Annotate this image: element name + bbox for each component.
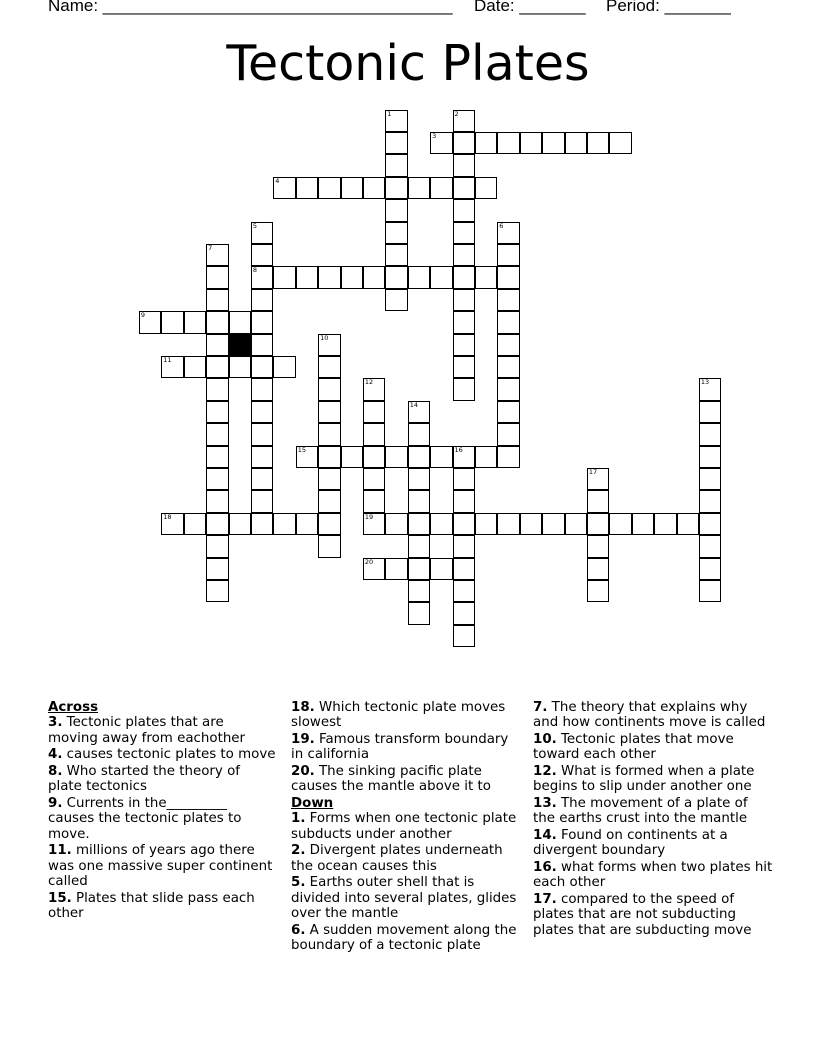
grid-cell[interactable]: [587, 513, 610, 536]
grid-cell[interactable]: [408, 513, 431, 536]
grid-cell[interactable]: [385, 154, 408, 177]
grid-cell[interactable]: [206, 558, 229, 581]
clue-item-text: Forms when one tectonic plate subducts under another: [291, 811, 517, 842]
grid-cell[interactable]: [363, 446, 386, 469]
grid-cell[interactable]: [497, 378, 520, 401]
grid-cell[interactable]: [699, 401, 722, 424]
grid-cell[interactable]: [453, 311, 476, 334]
grid-cell[interactable]: [453, 356, 476, 379]
clue-number: 11: [163, 355, 172, 364]
clue-number: 1: [387, 109, 392, 118]
grid-cell[interactable]: [453, 468, 476, 491]
grid-cell[interactable]: [206, 423, 229, 446]
grid-cell[interactable]: [408, 490, 431, 513]
clue-item: [533, 796, 773, 827]
clue-item-number: 2.: [291, 843, 306, 859]
grid-cell[interactable]: [363, 177, 386, 200]
grid-cell[interactable]: [453, 446, 476, 469]
grid-cell[interactable]: [251, 423, 274, 446]
grid-cell[interactable]: [251, 468, 274, 491]
grid-cell[interactable]: [587, 468, 610, 491]
grid-cell[interactable]: [206, 289, 229, 312]
clue-item: [533, 892, 773, 938]
grid-cell[interactable]: [542, 132, 565, 155]
grid-cell[interactable]: [565, 132, 588, 155]
grid-cell[interactable]: [587, 535, 610, 558]
grid-cell[interactable]: [139, 311, 162, 334]
clue-item-text: Who started the theory of plate tectonics: [48, 763, 241, 795]
across-heading: Across: [48, 700, 99, 715]
grid-cell[interactable]: [587, 558, 610, 581]
grid-cell[interactable]: [453, 513, 476, 536]
clue-item-text: Found on continents at a divergent boundary: [533, 827, 728, 859]
grid-cell[interactable]: [251, 446, 274, 469]
clue-item-number: 20.: [291, 763, 315, 779]
grid-cell[interactable]: [206, 356, 229, 379]
clue-number: 20: [364, 557, 374, 566]
period-field-label: Period: _______: [606, 0, 731, 15]
grid-cell[interactable]: [206, 311, 229, 334]
clue-number: 15: [297, 445, 306, 454]
clue-item-number: 5.: [291, 875, 306, 891]
clue-item-number: 6.: [291, 922, 306, 938]
clue-item: [533, 860, 773, 891]
grid-cell[interactable]: [497, 446, 520, 469]
grid-cell[interactable]: [408, 423, 431, 446]
clue-number: 14: [409, 400, 418, 409]
grid-cell[interactable]: [609, 513, 632, 536]
block-cell: [229, 334, 252, 357]
grid-cell[interactable]: [206, 266, 229, 289]
grid-cell[interactable]: [408, 401, 431, 424]
grid-cell[interactable]: [408, 580, 431, 603]
grid-cell[interactable]: [453, 177, 476, 200]
grid-cell[interactable]: [453, 334, 476, 357]
grid-cell[interactable]: [385, 110, 408, 133]
grid-cell[interactable]: [699, 558, 722, 581]
grid-cell[interactable]: [453, 490, 476, 513]
grid-cell[interactable]: [408, 558, 431, 581]
clue-item-number: 8.: [48, 763, 63, 779]
across-clue-list: [48, 715, 276, 921]
grid-cell[interactable]: [385, 244, 408, 267]
grid-cell[interactable]: [363, 423, 386, 446]
grid-cell[interactable]: [251, 266, 274, 289]
grid-cell[interactable]: [161, 311, 184, 334]
grid-cell[interactable]: [632, 513, 655, 536]
clue-item-text: Currents in the_________ causes the tectonic plates to move.: [48, 795, 242, 842]
grid-cell[interactable]: [363, 468, 386, 491]
grid-cell[interactable]: [385, 177, 408, 200]
grid-cell[interactable]: [184, 513, 207, 536]
grid-cell[interactable]: [318, 266, 341, 289]
clue-item-text: What is formed when a plate begins to slip under another one: [533, 763, 755, 795]
grid-cell[interactable]: [565, 513, 588, 536]
grid-cell[interactable]: [296, 513, 319, 536]
grid-cell[interactable]: [475, 266, 498, 289]
grid-cell[interactable]: [453, 266, 476, 289]
clue-item: [291, 843, 523, 874]
grid-cell[interactable]: [318, 334, 341, 357]
grid-cell[interactable]: [341, 266, 364, 289]
clue-item: [291, 875, 523, 921]
grid-cell[interactable]: [542, 513, 565, 536]
grid-cell[interactable]: [497, 289, 520, 312]
grid-cell[interactable]: [251, 222, 274, 245]
grid-cell[interactable]: [430, 266, 453, 289]
grid-cell[interactable]: [699, 490, 722, 513]
clue-item: [48, 747, 276, 762]
clue-item-text: Tectonic plates that move toward each other: [533, 731, 734, 763]
grid-cell[interactable]: [318, 468, 341, 491]
clue-item: [48, 764, 276, 795]
down-heading: Down: [291, 795, 334, 811]
clue-item-number: 14.: [533, 827, 557, 843]
grid-cell[interactable]: [206, 580, 229, 603]
grid-cell[interactable]: [341, 446, 364, 469]
grid-cell[interactable]: [408, 468, 431, 491]
page-title: Tectonic Plates: [226, 35, 590, 92]
grid-cell[interactable]: [206, 513, 229, 536]
grid-cell[interactable]: [318, 401, 341, 424]
grid-cell[interactable]: [206, 334, 229, 357]
clue-item-text: millions of years ago there was one massive super continent called: [48, 843, 273, 889]
name-field-label: Name: _____________________________________: [48, 0, 453, 15]
clue-item-number: 12.: [533, 763, 557, 779]
grid-cell[interactable]: [251, 311, 274, 334]
clue-number: 13: [700, 378, 710, 387]
grid-cell[interactable]: [453, 132, 476, 155]
grid-cell[interactable]: [318, 513, 341, 536]
grid-cell[interactable]: [497, 311, 520, 334]
clue-number: 9: [140, 311, 146, 320]
grid-cell[interactable]: [273, 513, 296, 536]
grid-cell[interactable]: [475, 132, 498, 155]
clue-item: [291, 923, 523, 954]
clue-item-number: 9.: [48, 795, 63, 811]
grid-cell[interactable]: [385, 132, 408, 155]
clue-item-text: Tectonic plates that are moving away from eachother: [48, 715, 246, 746]
clue-item-number: 19.: [291, 731, 315, 747]
grid-cell[interactable]: [251, 513, 274, 536]
clue-item: [48, 891, 276, 922]
clue-item: [291, 700, 523, 731]
clue-number: 2: [454, 109, 459, 118]
grid-cell[interactable]: [453, 535, 476, 558]
grid-cell[interactable]: [430, 558, 453, 581]
clue-item-number: 15.: [48, 890, 72, 906]
grid-cell[interactable]: [453, 222, 476, 245]
grid-cell[interactable]: [184, 311, 207, 334]
grid-cell[interactable]: [206, 468, 229, 491]
grid-cell[interactable]: [699, 378, 722, 401]
grid-cell[interactable]: [699, 535, 722, 558]
clue-number: 7: [208, 243, 213, 252]
grid-cell[interactable]: [251, 356, 274, 379]
grid-cell[interactable]: [363, 266, 386, 289]
grid-cell[interactable]: [497, 513, 520, 536]
grid-cell[interactable]: [385, 199, 408, 222]
grid-cell[interactable]: [408, 177, 431, 200]
grid-cell[interactable]: [430, 446, 453, 469]
clue-number: 4: [275, 176, 280, 185]
grid-cell[interactable]: [273, 356, 296, 379]
clue-item-number: 17.: [533, 891, 557, 907]
grid-cell[interactable]: [497, 132, 520, 155]
down-clue-list-continued: [533, 700, 773, 938]
grid-cell[interactable]: [699, 468, 722, 491]
grid-cell[interactable]: [497, 356, 520, 379]
grid-cell[interactable]: [251, 401, 274, 424]
grid-cell[interactable]: [453, 378, 476, 401]
grid-cell[interactable]: [520, 132, 543, 155]
grid-cell[interactable]: [385, 289, 408, 312]
grid-cell[interactable]: [587, 580, 610, 603]
grid-cell[interactable]: [497, 222, 520, 245]
clue-number: 19: [364, 512, 374, 521]
clue-item-number: 4.: [48, 747, 63, 763]
grid-cell[interactable]: [229, 356, 252, 379]
clue-item-text: A sudden movement along the boundary of a tectonic plate: [291, 922, 517, 953]
clue-number: 5: [252, 221, 258, 230]
grid-cell[interactable]: [161, 356, 184, 379]
grid-cell[interactable]: [699, 446, 722, 469]
grid-cell[interactable]: [385, 558, 408, 581]
clue-item-text: Earths outer shell that is divided into several plates, glides over the mantle: [291, 875, 517, 921]
grid-cell[interactable]: [318, 490, 341, 513]
grid-cell[interactable]: [453, 289, 476, 312]
grid-cell[interactable]: [497, 244, 520, 267]
grid-cell[interactable]: [296, 266, 319, 289]
grid-cell[interactable]: [363, 378, 386, 401]
grid-cell[interactable]: [229, 311, 252, 334]
grid-cell[interactable]: [587, 132, 610, 155]
clue-item: [533, 700, 773, 731]
date-field-label: Date: _______: [474, 0, 586, 15]
clue-number: 18: [163, 512, 172, 521]
grid-cell[interactable]: [273, 266, 296, 289]
grid-cell[interactable]: [453, 602, 476, 625]
grid-cell[interactable]: [206, 490, 229, 513]
down-clue-list: [291, 811, 523, 953]
clues-column-2: [291, 700, 523, 954]
grid-cell[interactable]: [430, 132, 453, 155]
clue-item-text: The theory that explains why and how continents move is called: [533, 700, 766, 731]
clue-item-number: 10.: [533, 731, 557, 747]
grid-cell[interactable]: [699, 580, 722, 603]
clue-item: [48, 715, 276, 746]
grid-cell[interactable]: [609, 132, 632, 155]
grid-cell[interactable]: [251, 490, 274, 513]
grid-cell[interactable]: [385, 446, 408, 469]
grid-cell[interactable]: [699, 513, 722, 536]
grid-cell[interactable]: [677, 513, 700, 536]
clue-number: 17: [588, 467, 598, 476]
grid-cell[interactable]: [229, 513, 252, 536]
grid-cell[interactable]: [206, 446, 229, 469]
clue-item-number: 1.: [291, 811, 306, 827]
clues-column-3: [533, 700, 773, 939]
clues-column-1: [48, 700, 276, 923]
grid-cell[interactable]: [497, 334, 520, 357]
grid-cell[interactable]: [385, 513, 408, 536]
clue-item-number: 7.: [533, 700, 548, 715]
grid-cell[interactable]: [699, 423, 722, 446]
clue-item: [533, 828, 773, 859]
grid-cell[interactable]: [161, 513, 184, 536]
grid-cell[interactable]: [453, 244, 476, 267]
grid-cell[interactable]: [453, 558, 476, 581]
clue-item-text: The movement of a plate of the earths crust into the mantle: [533, 795, 748, 827]
clue-number: 3: [432, 131, 437, 140]
clue-item-number: 16.: [533, 859, 557, 875]
clue-item-text: Famous transform boundary in california: [291, 731, 509, 763]
grid-cell[interactable]: [408, 446, 431, 469]
grid-cell[interactable]: [587, 490, 610, 513]
clue-item: [533, 764, 773, 795]
clue-item-text: Divergent plates underneath the ocean causes this: [291, 843, 503, 874]
grid-cell[interactable]: [206, 378, 229, 401]
grid-cell[interactable]: [318, 535, 341, 558]
grid-cell[interactable]: [453, 110, 476, 133]
grid-cell[interactable]: [363, 558, 386, 581]
grid-cell[interactable]: [497, 423, 520, 446]
grid-cell[interactable]: [251, 289, 274, 312]
grid-cell[interactable]: [497, 401, 520, 424]
clue-item-text: Which tectonic plate moves slowest: [291, 700, 506, 731]
clue-number: 12: [364, 378, 374, 387]
grid-cell[interactable]: [475, 177, 498, 200]
grid-cell[interactable]: [318, 378, 341, 401]
grid-cell[interactable]: [251, 334, 274, 357]
grid-cell[interactable]: [206, 244, 229, 267]
grid-cell[interactable]: [251, 244, 274, 267]
clue-item-number: 13.: [533, 795, 557, 811]
clue-item: [48, 796, 276, 842]
across-clue-list-continued: [291, 700, 523, 795]
grid-cell[interactable]: [453, 154, 476, 177]
clue-item-text: what forms when two plates hit each other: [533, 859, 773, 891]
clue-item-text: causes tectonic plates to move: [62, 747, 276, 763]
grid-cell[interactable]: [475, 513, 498, 536]
clue-item-text: The sinking pacific plate causes the mantle above it to: [291, 763, 491, 795]
clue-number: 6: [499, 221, 504, 230]
grid-cell[interactable]: [654, 513, 677, 536]
clue-item-number: 11.: [48, 843, 72, 859]
grid-cell[interactable]: [453, 625, 476, 648]
grid-cell[interactable]: [385, 222, 408, 245]
grid-cell[interactable]: [385, 266, 408, 289]
grid-cell[interactable]: [520, 513, 543, 536]
grid-cell[interactable]: [184, 356, 207, 379]
clue-item-number: 3.: [48, 715, 63, 731]
grid-cell[interactable]: [363, 513, 386, 536]
clue-item-number: 18.: [291, 700, 315, 715]
grid-cell[interactable]: [363, 401, 386, 424]
grid-cell[interactable]: [430, 177, 453, 200]
grid-cell[interactable]: [318, 356, 341, 379]
clue-number: 10: [320, 333, 329, 342]
grid-cell[interactable]: [273, 177, 296, 200]
grid-cell[interactable]: [318, 446, 341, 469]
clue-item: [533, 732, 773, 763]
clue-item: [291, 764, 523, 795]
grid-cell[interactable]: [251, 378, 274, 401]
grid-cell[interactable]: [408, 535, 431, 558]
grid-cell[interactable]: [318, 177, 341, 200]
grid-cell[interactable]: [206, 535, 229, 558]
grid-cell[interactable]: [453, 199, 476, 222]
clue-item: [291, 732, 523, 763]
grid-cell[interactable]: [206, 401, 229, 424]
grid-cell[interactable]: [497, 266, 520, 289]
clue-item-text: Plates that slide pass each other: [48, 890, 255, 921]
clue-item: [48, 843, 276, 889]
grid-cell[interactable]: [408, 602, 431, 625]
grid-cell[interactable]: [430, 513, 453, 536]
grid-cell[interactable]: [453, 580, 476, 603]
clue-item-text: compared to the speed of plates that are not subducting plates that are subducting move: [533, 891, 752, 938]
grid-cell[interactable]: [363, 490, 386, 513]
clue-item: [291, 811, 523, 842]
grid-cell[interactable]: [296, 446, 319, 469]
grid-cell[interactable]: [318, 423, 341, 446]
grid-cell[interactable]: [408, 266, 431, 289]
clue-number: 8: [252, 266, 258, 275]
grid-cell[interactable]: [475, 446, 498, 469]
grid-cell[interactable]: [296, 177, 319, 200]
clue-number: 16: [454, 445, 463, 454]
grid-cell[interactable]: [341, 177, 364, 200]
